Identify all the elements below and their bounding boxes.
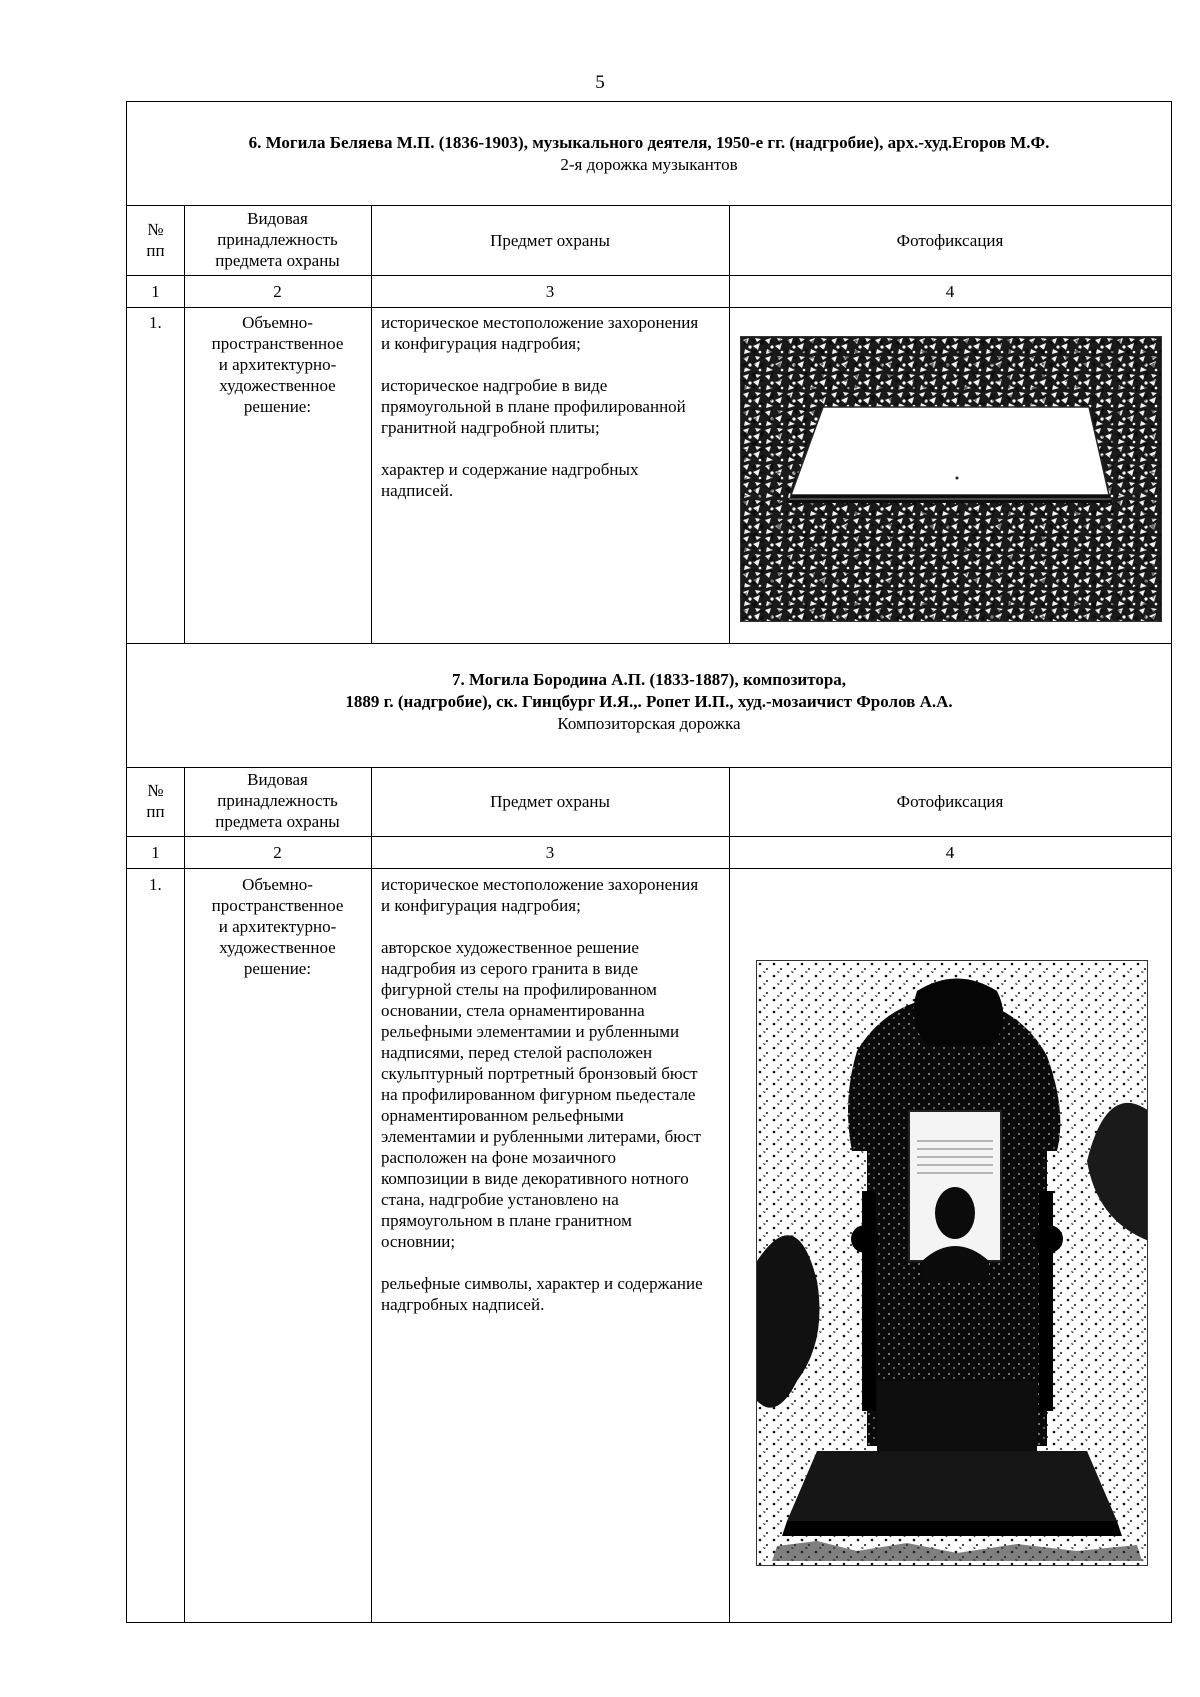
col-number: 4 — [945, 843, 955, 862]
row-subject: историческое местоположение захоронения и конфигурация надгробия; авторское художественное решение надгробия из серого гранита в виде фигурной стелы на профилированном основании, стела орнаментированна рельефными элементамии и рубленными надписями, перед стелой расположен скульптурный портретный бронзовый бюст на профилированном фигурном пьедестале орнаментированном рельефными элементамии и рубленными литерами, бюст расположен на фоне мозаичного композиции в виде декоративного нотного стана, надгробие установлено на прямоугольном в плане гранитном основнии; рельефные символы, характер и содержание надгробных надписей. — [381, 875, 703, 1314]
divider — [127, 307, 1171, 308]
header-photo: Фотофиксация — [896, 792, 1004, 811]
tombstone-photo — [740, 336, 1162, 622]
row-number: 1. — [149, 313, 162, 332]
row-number: 1. — [149, 875, 162, 894]
entry-title-line: 1889 г. (надгробие), ск. Гинцбург И.Я.,. Ропет И.П., худ.-мозаичист Фролов А.А. — [345, 692, 953, 711]
divider — [127, 205, 1171, 206]
entry-title-line: 7. Могила Бородина А.П. (1833-1887), композитора, — [451, 670, 847, 689]
col-number: 3 — [545, 843, 555, 862]
col-number: 1 — [151, 282, 160, 301]
entry-location: 2-я дорожка музыкантов — [560, 155, 738, 174]
header-type: Видовая принадлежность предмета охраны — [215, 770, 340, 831]
heritage-table — [126, 101, 1172, 1623]
divider — [729, 767, 730, 1622]
col-number: 2 — [273, 843, 282, 862]
divider — [371, 767, 372, 1622]
entry-title — [127, 132, 1171, 153]
granite-slab-image — [741, 337, 1162, 622]
entry-location: Композиторская дорожка — [557, 714, 741, 733]
col-number: 3 — [545, 282, 555, 301]
page-number: 5 — [595, 72, 605, 93]
header-num: № пп — [146, 781, 165, 821]
row-subject: историческое местоположение захоронения и конфигурация надгробия; историческое надгробие в виде прямоугольной в плане профилированной гранитной надгробной плиты; характер и содержание надгробных надписей. — [381, 313, 699, 500]
divider — [127, 868, 1171, 869]
monument-photo — [756, 960, 1148, 1566]
col-number: 2 — [273, 282, 282, 301]
divider — [127, 275, 1171, 276]
divider — [729, 205, 730, 643]
divider — [127, 836, 1171, 837]
stele-with-bust-image — [757, 961, 1148, 1566]
col-number: 1 — [151, 843, 160, 862]
header-subject: Предмет охраны — [490, 792, 610, 811]
entry-title-continued — [127, 691, 1171, 712]
entry-title — [127, 669, 1171, 690]
entry-title-line: 6. Могила Беляева М.П. (1836-1903), музыкального деятеля, 1950-е гг. (надгробие), арх.-худ.Егоров М.Ф. — [248, 133, 1050, 152]
header-photo: Фотофиксация — [896, 231, 1004, 250]
col-number: 4 — [945, 282, 955, 301]
divider — [127, 643, 1171, 644]
header-num: № пп — [146, 220, 165, 260]
header-subject: Предмет охраны — [490, 231, 610, 250]
row-type: Объемно- пространственное и архитектурно- художественное решение: — [211, 313, 344, 416]
header-type: Видовая принадлежность предмета охраны — [215, 209, 340, 270]
row-type: Объемно- пространственное и архитектурно- художественное решение: — [211, 875, 344, 978]
divider — [127, 767, 1171, 768]
divider — [371, 205, 372, 643]
